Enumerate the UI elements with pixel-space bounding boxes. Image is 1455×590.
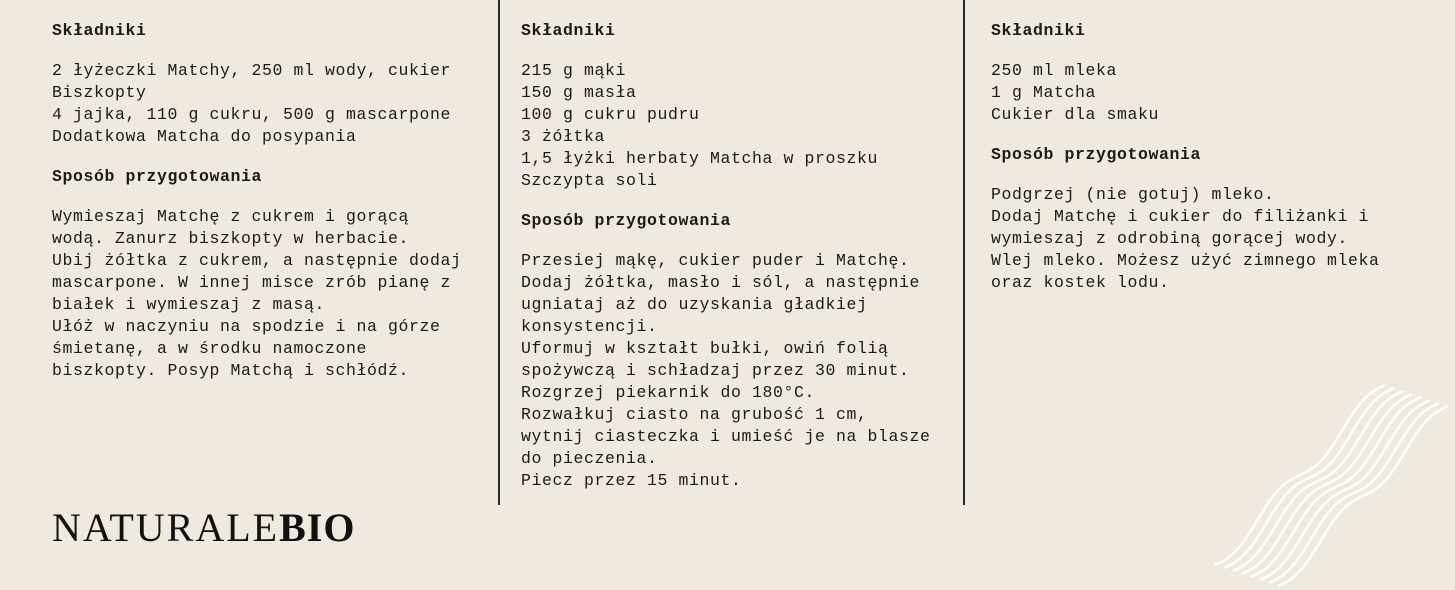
method-line: spożywczą i schładzaj przez 30 minut. xyxy=(521,361,910,380)
method-line: wymieszaj z odrobiną gorącej wody. xyxy=(991,229,1349,248)
method-line: oraz kostek lodu. xyxy=(991,273,1170,292)
ingredient-item: 2 łyżeczki Matchy, 250 ml wody, cukier xyxy=(52,61,452,80)
logo-bold: BIO xyxy=(279,505,356,550)
recipe-column-2 xyxy=(521,20,961,492)
method-line: Dodaj żółtka, masło i sól, a następnie xyxy=(521,273,921,292)
ingredient-item: Biszkopty xyxy=(52,83,147,102)
method-line: Wymieszaj Matchę z cukrem i gorącą xyxy=(52,207,410,226)
ingredient-item: 250 ml mleka xyxy=(991,61,1118,80)
recipe-column-1 xyxy=(52,20,492,382)
ingredient-item: Dodatkowa Matcha do posypania xyxy=(52,127,357,146)
method-heading: Sposób przygotowania xyxy=(521,211,732,230)
column-divider xyxy=(963,0,965,505)
method-text xyxy=(521,250,961,492)
method-line: Rozgrzej piekarnik do 180°C. xyxy=(521,383,816,402)
method-heading: Sposób przygotowania xyxy=(52,167,263,186)
ingredients-list xyxy=(52,60,492,148)
wave-line xyxy=(1242,394,1412,574)
method-line: białek i wymieszaj z masą. xyxy=(52,295,326,314)
ingredients-heading: Składniki xyxy=(521,21,616,40)
column-divider xyxy=(498,0,500,505)
logo-light: NATURALE xyxy=(52,505,280,550)
method-line: biszkopty. Posyp Matchą i schłódź. xyxy=(52,361,410,380)
method-line: wytnij ciasteczka i umieść je na blasze xyxy=(521,427,931,446)
ingredient-item: 215 g mąki xyxy=(521,61,627,80)
ingredient-item: 100 g cukru pudru xyxy=(521,105,700,124)
method-line: Ubij żółtka z cukrem, a następnie dodaj xyxy=(52,251,462,270)
ingredients-list xyxy=(991,60,1431,126)
ingredient-item: 4 jajka, 110 g cukru, 500 g mascarpone xyxy=(52,105,452,124)
method-heading: Sposób przygotowania xyxy=(991,145,1202,164)
method-line: mascarpone. W innej misce zrób pianę z xyxy=(52,273,452,292)
ingredient-item: 150 g masła xyxy=(521,83,637,102)
method-line: Wlej mleko. Możesz użyć zimnego mleka xyxy=(991,251,1380,270)
method-line: śmietanę, a w środku namoczone xyxy=(52,339,368,358)
ingredient-item: 1,5 łyżki herbaty Matcha w proszku xyxy=(521,149,879,168)
method-line: Piecz przez 15 minut. xyxy=(521,471,742,490)
ingredients-list xyxy=(521,60,961,192)
method-line: wodą. Zanurz biszkopty w herbacie. xyxy=(52,229,410,248)
method-line: Podgrzej (nie gotuj) mleko. xyxy=(991,185,1275,204)
method-line: do pieczenia. xyxy=(521,449,658,468)
method-line: Ułóż w naczyniu na spodzie i na górze xyxy=(52,317,441,336)
ingredient-item: 3 żółtka xyxy=(521,127,606,146)
ingredient-item: 1 g Matcha xyxy=(991,83,1097,102)
method-line: ugniataj aż do uzyskania gładkiej xyxy=(521,295,868,314)
ingredients-heading: Składniki xyxy=(991,21,1086,40)
method-line: Rozwałkuj ciasto na grubość 1 cm, xyxy=(521,405,868,424)
recipe-column-3 xyxy=(991,20,1431,294)
ingredient-item: Szczypta soli xyxy=(521,171,658,190)
method-line: konsystencji. xyxy=(521,317,658,336)
method-line: Przesiej mąkę, cukier puder i Matchę. xyxy=(521,251,910,270)
method-text xyxy=(991,184,1431,294)
wave-line xyxy=(1251,397,1421,577)
method-line: Uformuj w kształt bułki, owiń folią xyxy=(521,339,889,358)
decorative-waves-icon xyxy=(1210,380,1455,590)
method-text xyxy=(52,206,492,382)
ingredient-item: Cukier dla smaku xyxy=(991,105,1160,124)
brand-logo xyxy=(52,506,355,550)
ingredients-heading: Składniki xyxy=(52,21,147,40)
method-line: Dodaj Matchę i cukier do filiżanki i xyxy=(991,207,1370,226)
